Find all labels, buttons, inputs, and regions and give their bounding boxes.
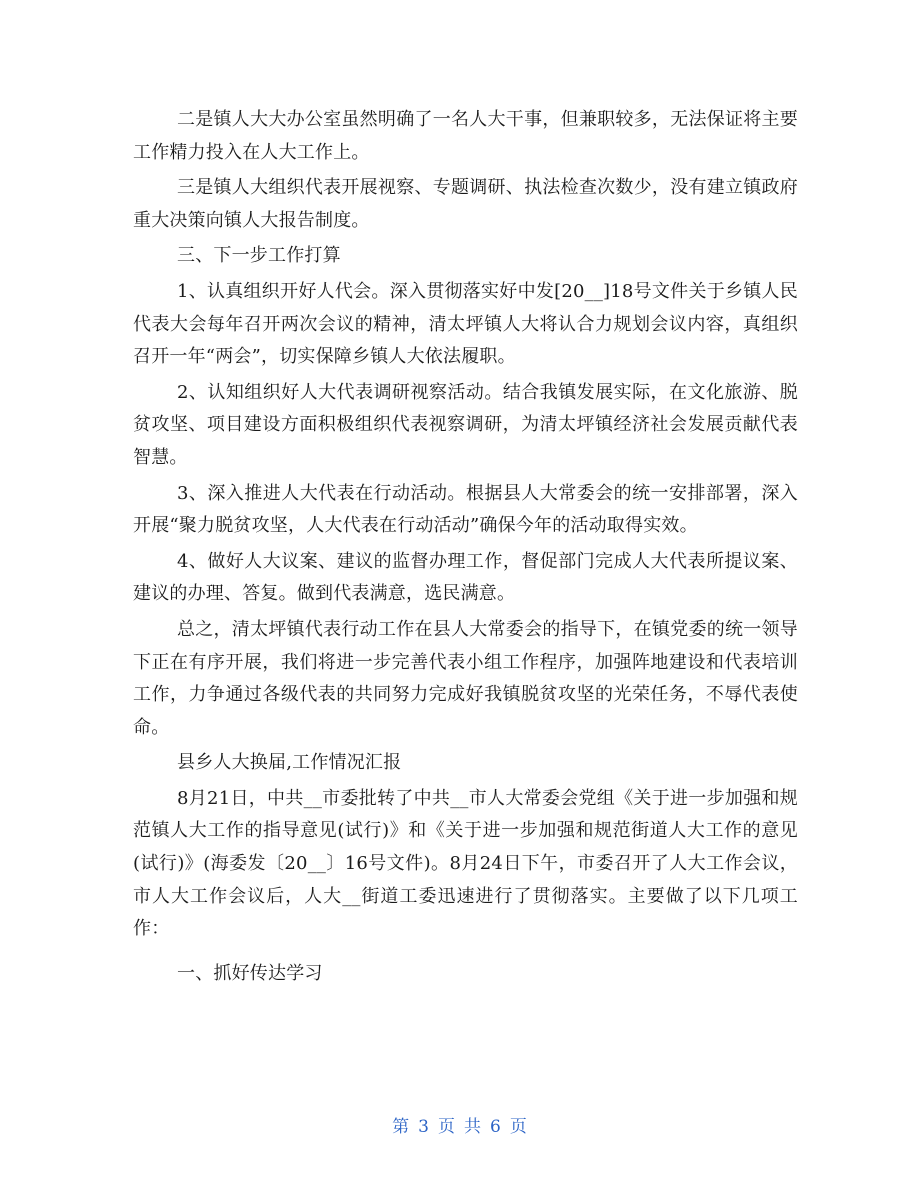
section-heading: 三、下一步工作打算 bbox=[177, 245, 341, 267]
report-title: 县乡人大换届,工作情况汇报 bbox=[177, 752, 402, 774]
footer-page-word: 页 bbox=[438, 1117, 456, 1137]
paragraph: 1、认真组织开好人代会。深入贯彻落实好中发[20__]18号文件关于乡镇人民代表大会每年召开两次会议的精神，清太坪镇人大将认合力规划会议内容，真组织召开一年“两会”，切实保障乡镇人大依法履职。 bbox=[133, 280, 798, 368]
paragraph: 三是镇人大组织代表开展视察、专题调研、执法检查次数少，没有建立镇政府重大决策向镇人大报告制度。 bbox=[133, 177, 798, 231]
footer-suffix: 页 bbox=[509, 1117, 528, 1137]
section-heading: 一、抓好传达学习 bbox=[177, 962, 323, 984]
total-page-number: 6 bbox=[490, 1117, 502, 1137]
paragraph: 2、认知组织好人大代表调研视察活动。结合我镇发展实际，在文化旅游、脱贫攻坚、项目建设方面积极组织代表视察调研，为清太坪镇经济社会发展贡献代表智慧。 bbox=[133, 381, 798, 468]
footer-prefix: 第 bbox=[392, 1117, 411, 1137]
document-body bbox=[133, 104, 798, 990]
current-page-number: 3 bbox=[418, 1117, 430, 1137]
page-footer bbox=[0, 1112, 920, 1137]
paragraph: 4、做好人大议案、建议的监督办理工作，督促部门完成人大代表所提议案、建议的办理、答复。做到代表满意，选民满意。 bbox=[133, 550, 798, 605]
paragraph: 总之，清太坪镇代表行动工作在县人大常委会的指导下，在镇党委的统一领导下正在有序开展，我们将进一步完善代表小组工作程序，加强阵地建设和代表培训工作，力争通过各级代表的共同努力完成好我镇脱贫攻坚的光荣任务，不辱代表使命。 bbox=[133, 618, 798, 738]
paragraph: 二是镇人大大办公室虽然明确了一名人大干事，但兼职较多，无法保证将主要工作精力投入在人大工作上。 bbox=[133, 109, 798, 163]
paragraph: 8月21日，中共__市委批转了中共__市人大常委会党组《关于进一步加强和规范镇人大工作的指导意见(试行)》和《关于进一步加强和规范街道人大工作的意见(试行)》(海委发〔20__〕16号文件)。8月24日下午，市委召开了人大工作会议，市人大工作会议后，人大__街道工委迅速进行了贯彻落实。主要做了以下几项工作： bbox=[133, 787, 798, 940]
paragraph: 3、深入推进人大代表在行动活动。根据县人大常委会的统一安排部署，深入开展“聚力脱贫攻坚，人大代表在行动活动”确保今年的活动取得实效。 bbox=[133, 482, 798, 537]
footer-total-word: 共 bbox=[464, 1117, 482, 1137]
